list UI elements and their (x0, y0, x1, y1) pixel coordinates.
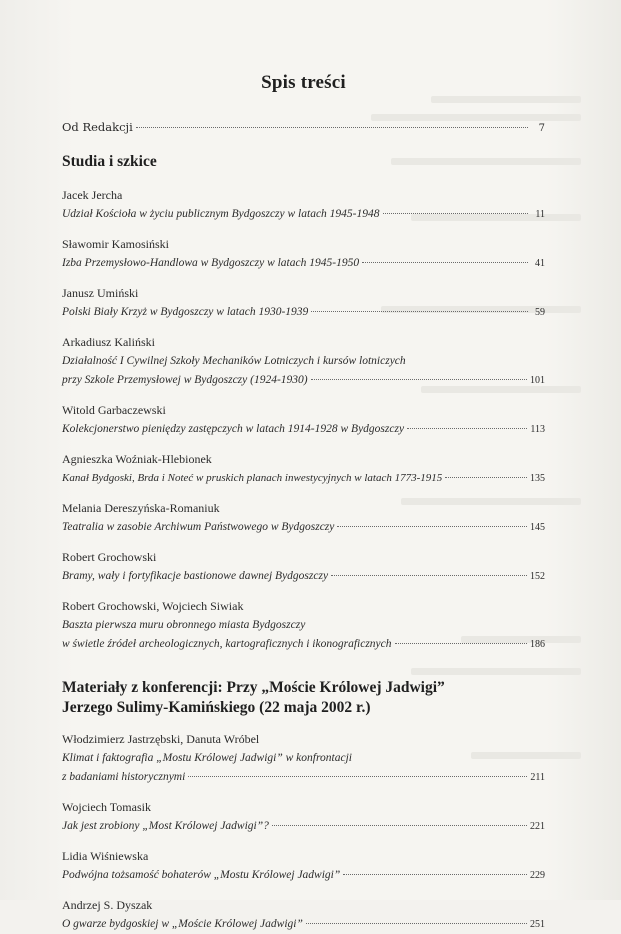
toc-entry-title: Jak jest zrobiony „Most Królowej Jadwigi”? (62, 820, 269, 832)
toc-title-line (62, 254, 545, 273)
toc-entry[interactable] (62, 798, 545, 836)
toc-entry-title: z badaniami historycznymi (62, 771, 186, 783)
section-heading: Materiały z konferencji: Przy „Moście Królowej Jadwigi” (62, 679, 445, 696)
toc-author: Agnieszka Woźniak-Hlebionek (62, 452, 212, 466)
toc-entry-intro[interactable] (62, 118, 545, 138)
toc-title-line (62, 469, 545, 488)
dot-leader (362, 262, 528, 263)
toc-entry-title: Polski Biały Krzyż w Bydgoszczy w latach 1930-1939 (62, 306, 309, 318)
dot-leader (311, 379, 527, 380)
toc-entry-title: w świetle źródeł archeologicznych, kartograficznych i ikonograficznych (62, 638, 392, 650)
toc-entry-title: O gwarze bydgoskiej w „Moście Królowej Jadwigi” (62, 918, 303, 930)
toc-author: Włodzimierz Jastrzębski, Danuta Wróbel (62, 732, 260, 746)
section-heading: Studia i szkice (62, 153, 157, 170)
toc-title-line (62, 817, 545, 836)
toc-page-number: 211 (530, 772, 545, 783)
toc-author: Melania Dereszyńska-Romaniuk (62, 501, 220, 515)
toc-entry[interactable] (62, 730, 545, 787)
dot-leader (343, 874, 527, 875)
toc-entry[interactable] (62, 450, 545, 488)
toc-title-line (62, 915, 545, 934)
dot-leader (445, 477, 527, 478)
dot-leader (188, 776, 527, 777)
toc-entry[interactable] (62, 499, 545, 537)
toc-entry[interactable] (62, 597, 545, 654)
section-heading-continued: Jerzego Sulimy-Kamińskiego (22 maja 2002 r.) (62, 699, 371, 716)
dot-leader (407, 428, 527, 429)
toc-page-number: 135 (530, 473, 545, 484)
dot-leader (311, 311, 528, 312)
toc-page-number: 221 (530, 821, 545, 832)
toc-entry-title: Izba Przemysłowo-Handlowa w Bydgoszczy w latach 1945-1950 (62, 257, 360, 269)
toc-author: Lidia Wiśniewska (62, 849, 149, 863)
toc-title-line (62, 866, 545, 885)
toc-page-number: 251 (530, 919, 545, 930)
toc-page-number: 7 (538, 123, 545, 134)
toc-page-number: 41 (535, 258, 545, 269)
toc-entry-title: Od Redakcji (62, 120, 133, 134)
toc-entry[interactable] (62, 186, 545, 224)
toc-entry[interactable] (62, 548, 545, 586)
toc-title-line (62, 205, 545, 224)
table-of-contents (62, 72, 545, 934)
toc-author: Robert Grochowski, Wojciech Siwiak (62, 599, 244, 613)
toc-page-number: 59 (535, 307, 545, 318)
toc-title-line (62, 567, 545, 586)
dot-leader (272, 825, 527, 826)
toc-author: Sławomir Kamosiński (62, 237, 169, 251)
toc-title-line (62, 768, 545, 787)
toc-title-line (62, 420, 545, 439)
toc-entry[interactable] (62, 401, 545, 439)
dot-leader (337, 526, 527, 527)
toc-entry-title: Kanał Bydgoski, Brda i Noteć w pruskich planach inwestycyjnych w latach 1773-1915 (62, 472, 443, 484)
toc-page-number: 113 (530, 424, 545, 435)
toc-author: Arkadiusz Kaliński (62, 335, 155, 349)
dot-leader (306, 923, 527, 924)
toc-title-line: Baszta pierwsza muru obronnego miasta Bydgoszczy (62, 619, 306, 631)
toc-page-number: 186 (530, 639, 545, 650)
toc-entry[interactable] (62, 847, 545, 885)
toc-entry[interactable] (62, 896, 545, 934)
section-heading-block (62, 678, 545, 718)
dot-leader (136, 127, 528, 128)
toc-title-line (62, 518, 545, 537)
toc-entry-title: przy Szkole Przemysłowej w Bydgoszczy (1924-1930) (62, 374, 308, 386)
toc-entry-title: Podwójna tożsamość bohaterów „Mostu Królowej Jadwigi” (62, 869, 341, 881)
dot-leader (395, 643, 528, 644)
toc-entry[interactable] (62, 284, 545, 322)
toc-author: Robert Grochowski (62, 550, 157, 564)
toc-title-line: Klimat i faktografia „Mostu Królowej Jadwigi” w konfrontacji (62, 752, 352, 764)
toc-page-number: 152 (530, 571, 545, 582)
toc-page-number: 101 (530, 375, 545, 386)
toc-title-line: Działalność I Cywilnej Szkoły Mechaników Lotniczych i kursów lotniczych (62, 355, 406, 367)
dot-leader (331, 575, 527, 576)
toc-entry-title: Teatralia w zasobie Archiwum Państwowego w Bydgoszczy (62, 521, 335, 533)
toc-page-number: 11 (535, 209, 545, 220)
toc-page-number: 145 (530, 522, 545, 533)
toc-author: Andrzej S. Dyszak (62, 898, 153, 912)
toc-entry-title: Udział Kościoła w życiu publicznym Bydgoszczy w latach 1945-1948 (62, 208, 380, 220)
dot-leader (383, 213, 529, 214)
toc-author: Jacek Jercha (62, 188, 123, 202)
toc-entry[interactable] (62, 235, 545, 273)
toc-entry-title: Kolekcjonerstwo pieniędzy zastępczych w latach 1914-1928 w Bydgoszczy (62, 423, 405, 435)
toc-page-number: 229 (530, 870, 545, 881)
toc-title-line (62, 371, 545, 390)
toc-title-line (62, 303, 545, 322)
toc-author: Wojciech Tomasik (62, 800, 151, 814)
toc-entry[interactable] (62, 333, 545, 390)
toc-entry-title: Bramy, wały i fortyfikacje bastionowe dawnej Bydgoszczy (62, 570, 329, 582)
toc-author: Witold Garbaczewski (62, 403, 166, 417)
toc-author: Janusz Umiński (62, 286, 139, 300)
toc-title-line (62, 635, 545, 654)
page-title: Spis treści (261, 72, 346, 93)
